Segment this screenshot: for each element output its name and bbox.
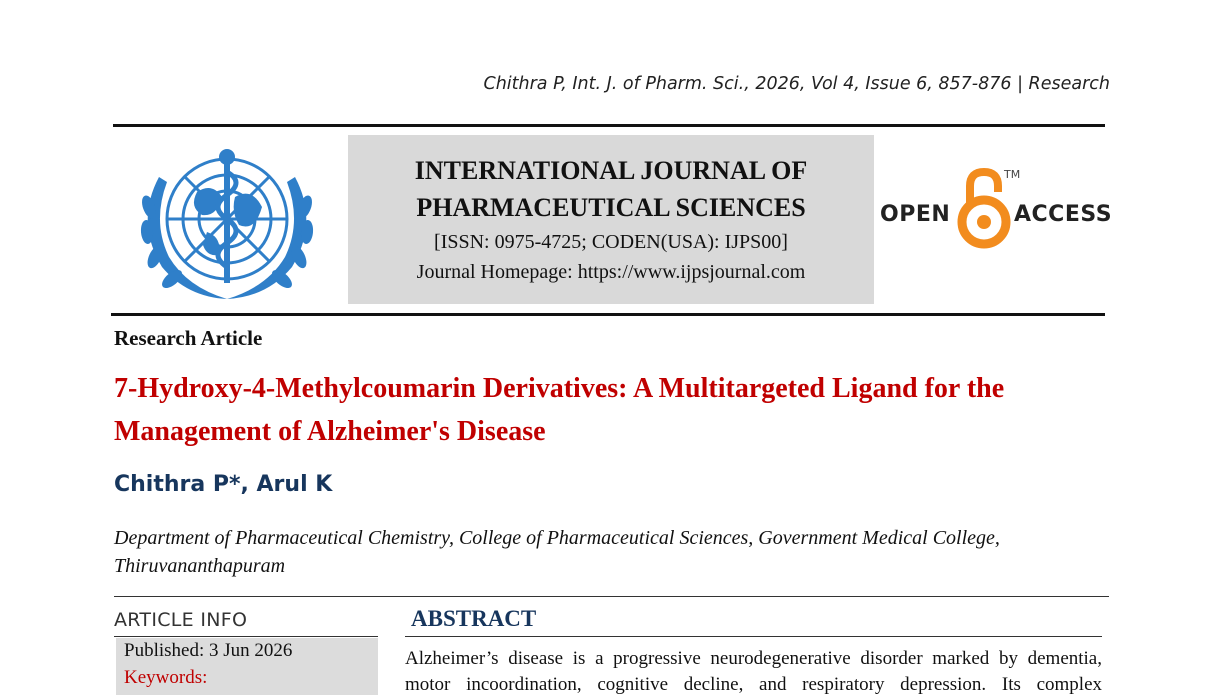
section-divider <box>114 596 1109 597</box>
journal-issn: [ISSN: 0975-4725; CODEN(USA): IJPS00] <box>434 231 788 253</box>
journal-name-line1: INTERNATIONAL JOURNAL OF <box>414 156 808 185</box>
article-info-rule <box>114 636 378 637</box>
header-bottom-rule <box>111 313 1105 316</box>
journal-name-line2: PHARMACEUTICAL SCIENCES <box>416 193 806 222</box>
abstract-line: motor incoordination, cognitive decline, and respiratory depression. Its complex <box>405 674 1102 695</box>
article-title: 7-Hydroxy-4-Methylcoumarin Derivatives: A Multitargeted Ligand for the Management of Alzheimer's Disease <box>114 373 1005 447</box>
article-affiliation: Department of Pharmaceutical Chemistry, College of Pharmaceutical Sciences, Government Medical College, Thiruvananthapuram <box>114 527 1000 577</box>
journal-name <box>348 152 874 226</box>
open-access-logo <box>880 166 1113 250</box>
article-info-heading: ARTICLE INFO <box>114 609 248 631</box>
citation-header: Chithra P, Int. J. of Pharm. Sci., 2026, Vol 4, Issue 6, 857-876 | Research <box>483 74 1110 94</box>
top-rule <box>113 124 1105 127</box>
abstract-heading: ABSTRACT <box>411 606 537 631</box>
journal-emblem-icon <box>127 137 327 307</box>
open-access-right: ACCESS <box>1014 202 1113 227</box>
journal-homepage: Journal Homepage: https://www.ijpsjournal.com <box>416 261 806 283</box>
article-authors: Chithra P*, Arul K <box>114 472 333 497</box>
abstract-rule <box>405 636 1102 637</box>
abstract-line: Alzheimer’s disease is a progressive neurodegenerative disorder marked by dementia, <box>405 648 1102 669</box>
open-access-left: OPEN <box>880 202 951 227</box>
article-info-box <box>116 638 378 695</box>
published-date: Published: 3 Jun 2026 <box>124 640 293 661</box>
journal-title-box <box>348 135 874 304</box>
trademark: TM <box>1004 168 1021 181</box>
keywords-label: Keywords: <box>124 667 208 688</box>
article-type: Research Article <box>114 326 263 350</box>
abstract-body <box>405 646 1102 698</box>
